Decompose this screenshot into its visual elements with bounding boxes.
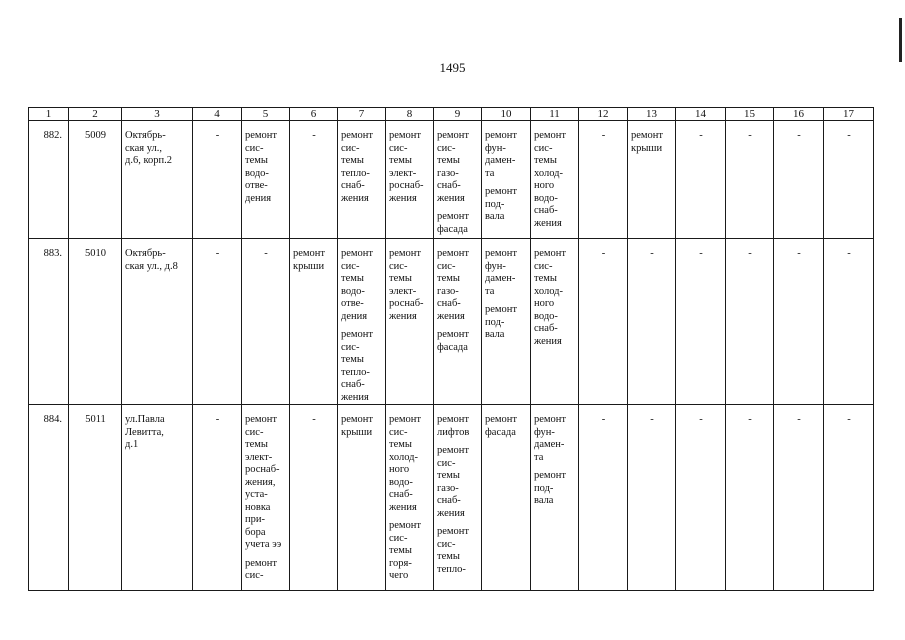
row-number-cell [29, 121, 69, 239]
work-item-line: снаб- [389, 489, 413, 500]
cell-text: 883. [43, 248, 62, 259]
cell-text: - [699, 130, 703, 141]
work-item-line: темы [437, 470, 460, 481]
work-item-line: дамен- [534, 439, 565, 450]
cell-text: - [748, 248, 752, 259]
table-row [29, 239, 874, 405]
work-item-line: жения [389, 192, 417, 204]
address-line: Левитта, [125, 426, 164, 438]
column-header: 9 [434, 108, 482, 121]
work-item-line: ремонт [485, 248, 518, 259]
column-header: 14 [676, 108, 726, 121]
work-item-line: крыши [341, 426, 373, 438]
work-cell [531, 405, 579, 591]
work-item-line: ного [389, 464, 410, 475]
code-cell [69, 405, 122, 591]
cell-text: - [847, 130, 851, 141]
work-item-line: ремонт [389, 520, 422, 531]
work-item-line: новка [245, 501, 271, 513]
cell-text: - [847, 248, 851, 259]
work-item-line: водо- [341, 285, 365, 297]
empty-cell [290, 405, 338, 591]
empty-cell [242, 239, 290, 405]
empty-cell [774, 239, 824, 405]
work-item-line: темы [341, 354, 364, 365]
empty-cell [628, 239, 676, 405]
address-line: д.6, корп.2 [125, 155, 173, 166]
work-item-line: ремонт [534, 248, 567, 259]
cell-text: - [699, 414, 703, 425]
cell-text: 5011 [85, 414, 106, 425]
work-item-line: газо- [437, 285, 459, 297]
cell-text: - [601, 414, 606, 425]
column-header: 12 [579, 108, 628, 121]
work-item-line: тепло- [341, 167, 370, 179]
cell-text: - [847, 414, 851, 425]
address-cell [122, 239, 193, 405]
work-item-line: снаб- [534, 323, 558, 334]
work-item-line: дамен- [485, 273, 516, 284]
work-item-line: жения [389, 501, 417, 513]
table-row [29, 121, 874, 239]
work-item-line: холод- [534, 285, 563, 297]
work-item-line: снаб- [341, 180, 365, 191]
work-item-line: дения [341, 310, 368, 322]
cell-text: - [312, 130, 316, 141]
work-item-line: ремонт [245, 414, 278, 425]
work-item-line: ремонт [485, 186, 518, 197]
column-header: 5 [242, 108, 290, 121]
address-cell [122, 405, 193, 591]
work-item-line: жения [341, 192, 369, 204]
work-item-line: газо- [437, 482, 459, 494]
work-item-line: ремонт [245, 557, 278, 569]
empty-cell [676, 121, 726, 239]
cell-text: - [312, 414, 316, 425]
work-item-line: темы [437, 155, 460, 166]
empty-cell [774, 405, 824, 591]
work-cell [386, 239, 434, 405]
empty-cell [676, 405, 726, 591]
column-header: 10 [482, 108, 531, 121]
work-item-line: жения [534, 335, 562, 347]
column-header: 11 [531, 108, 579, 121]
empty-cell [824, 121, 874, 239]
work-item-line: та [485, 167, 495, 179]
work-item-line: темы [534, 155, 557, 166]
work-item-line: фасада [485, 426, 516, 438]
empty-cell [726, 121, 774, 239]
work-item-line: под- [485, 316, 505, 328]
work-item-line: ремонт [534, 414, 567, 425]
empty-cell [193, 239, 242, 405]
cell-text: - [748, 130, 752, 141]
work-item-line: темы [389, 273, 412, 284]
work-item-line: роснаб- [389, 180, 424, 191]
work-item-line: ремонт [437, 526, 470, 537]
work-item-line: жения, [245, 476, 276, 488]
work-item-line: фасада [437, 341, 468, 353]
work-item-line: сис- [389, 142, 408, 154]
work-item-line: та [534, 451, 544, 463]
work-item-line: водо- [389, 476, 413, 488]
work-cell [531, 121, 579, 239]
work-item-line: та [485, 285, 495, 297]
work-cell [338, 121, 386, 239]
cell-text: 5009 [85, 130, 106, 141]
cell-text: - [264, 248, 268, 259]
work-item-line: снаб- [437, 298, 461, 309]
repair-schedule-table [28, 107, 874, 591]
work-item-line: ремонт [437, 445, 470, 456]
work-cell [628, 121, 676, 239]
work-item-line: ного [534, 298, 555, 309]
row-number-cell [29, 239, 69, 405]
work-item-line: дамен- [485, 155, 516, 166]
work-item-line: ремонт [341, 414, 374, 425]
work-item-line: ремонт [534, 130, 567, 141]
work-cell [434, 405, 482, 591]
cell-text: - [797, 130, 801, 141]
work-item-line: сис- [245, 142, 264, 154]
empty-cell [824, 405, 874, 591]
work-item-line: сис- [341, 260, 360, 272]
work-item-line: снаб- [341, 379, 365, 390]
code-cell [69, 239, 122, 405]
work-item-line: отве- [245, 180, 268, 191]
work-item-line: темы [245, 155, 268, 166]
work-item-line: фун- [485, 142, 506, 154]
address-line: ская ул., [125, 142, 162, 154]
cell-text: - [650, 414, 654, 425]
cell-text: - [797, 248, 801, 259]
column-header: 13 [628, 108, 676, 121]
work-item-line: водо- [245, 167, 269, 179]
work-item-line: водо- [534, 192, 558, 204]
address-line: д.1 [125, 439, 139, 450]
work-cell [482, 239, 531, 405]
work-item-line: сис- [245, 426, 264, 438]
empty-cell [824, 239, 874, 405]
column-header: 4 [193, 108, 242, 121]
work-item-line: темы [534, 273, 557, 284]
code-cell [69, 121, 122, 239]
work-item-line: отве- [341, 298, 364, 309]
empty-cell [726, 405, 774, 591]
work-item-line: вала [534, 495, 554, 506]
work-item-line: вала [485, 211, 505, 222]
work-item-line: ремонт [245, 130, 278, 141]
cell-text: - [215, 248, 220, 259]
work-item-line: сис- [437, 142, 456, 154]
work-item-line: жения [437, 192, 465, 204]
work-item-line: темы [245, 439, 268, 450]
table-row [29, 405, 874, 591]
work-item-line: под- [485, 198, 505, 210]
work-item-line: ремонт [485, 304, 518, 315]
work-cell [386, 121, 434, 239]
work-item-line: сис- [389, 260, 408, 272]
work-cell [482, 405, 531, 591]
address-line: Октябрь- [125, 248, 166, 259]
work-item-line: ремонт [389, 130, 422, 141]
empty-cell [676, 239, 726, 405]
work-item-line: снаб- [437, 495, 461, 506]
empty-cell [628, 405, 676, 591]
address-line: ская ул., д.8 [125, 260, 178, 272]
column-header: 8 [386, 108, 434, 121]
work-item-line: ремонт [485, 414, 518, 425]
work-item-line: под- [534, 482, 554, 494]
column-header: 17 [824, 108, 874, 121]
work-item-line: жения [437, 310, 465, 322]
work-item-line: фун- [485, 260, 506, 272]
empty-cell [193, 121, 242, 239]
work-item-line: элект- [245, 451, 273, 463]
work-item-line: элект- [389, 285, 417, 297]
work-item-line: роснаб- [245, 464, 280, 475]
work-item-line: ремонт [437, 211, 470, 222]
work-item-line: ремонт [341, 248, 374, 259]
work-cell [434, 121, 482, 239]
empty-cell [774, 121, 824, 239]
work-cell [531, 239, 579, 405]
work-item-line: ремонт [293, 248, 326, 259]
work-item-line: темы [341, 273, 364, 284]
cell-text: - [601, 248, 606, 259]
work-item-line: ного [534, 180, 555, 191]
work-item-line: крыши [631, 142, 663, 154]
work-cell [338, 239, 386, 405]
scan-edge-mark [899, 18, 902, 62]
work-cell [242, 121, 290, 239]
work-item-line: снаб- [437, 180, 461, 191]
work-item-line: жения [534, 217, 562, 229]
work-item-line: фун- [534, 426, 555, 438]
cell-text: - [650, 248, 654, 259]
empty-cell [290, 121, 338, 239]
work-item-line: ремонт [485, 130, 518, 141]
work-cell [338, 405, 386, 591]
work-cell [434, 239, 482, 405]
work-item-line: холод- [534, 167, 563, 179]
work-item-line: при- [245, 514, 265, 525]
work-item-line: сис- [341, 341, 360, 353]
column-header: 16 [774, 108, 824, 121]
work-item-line: сис- [437, 538, 456, 550]
work-item-line: чего [389, 570, 409, 581]
work-item-line: дения [245, 192, 272, 204]
work-cell [242, 405, 290, 591]
work-item-line: сис- [389, 426, 408, 438]
cell-text: - [748, 414, 752, 425]
work-item-line: ремонт [437, 130, 470, 141]
address-line: Октябрь- [125, 130, 166, 141]
work-item-line: снаб- [534, 205, 558, 216]
work-item-line: темы [389, 439, 412, 450]
work-item-line: сис- [534, 260, 553, 272]
work-item-line: ремонт [437, 248, 470, 259]
work-item-line: ремонт [534, 470, 567, 481]
work-item-line: сис- [437, 457, 456, 469]
work-item-line: тепло- [341, 366, 370, 378]
cell-text: - [215, 414, 220, 425]
work-item-line: сис- [534, 142, 553, 154]
address-line: ул.Павла [125, 414, 165, 425]
work-item-line: темы [389, 155, 412, 166]
work-item-line: ремонт [631, 130, 664, 141]
work-item-line: ремонт [341, 329, 374, 340]
cell-text: - [699, 248, 703, 259]
work-item-line: горя- [389, 557, 412, 569]
empty-cell [579, 121, 628, 239]
column-header: 3 [122, 108, 193, 121]
work-item-line: сис- [245, 570, 264, 581]
column-header: 15 [726, 108, 774, 121]
address-cell [122, 121, 193, 239]
work-item-line: темы [389, 545, 412, 556]
empty-cell [726, 239, 774, 405]
empty-cell [579, 239, 628, 405]
work-item-line: учета ээ [245, 539, 282, 550]
work-item-line: фасада [437, 223, 468, 235]
work-item-line: холод- [389, 451, 418, 463]
cell-text: - [797, 414, 801, 425]
work-item-line: темы [437, 273, 460, 284]
column-header: 1 [29, 108, 69, 121]
work-item-line: сис- [437, 260, 456, 272]
work-item-line: водо- [534, 310, 558, 322]
empty-cell [579, 405, 628, 591]
work-item-line: ремонт [437, 414, 470, 425]
work-cell [290, 239, 338, 405]
empty-cell [193, 405, 242, 591]
work-item-line: темы [341, 155, 364, 166]
cell-text: - [601, 130, 606, 141]
row-number-cell [29, 405, 69, 591]
work-item-line: вала [485, 329, 505, 340]
work-cell [386, 405, 434, 591]
work-item-line: лифтов [437, 426, 470, 438]
cell-text: 882. [43, 130, 62, 141]
cell-text: 5010 [85, 248, 106, 259]
column-header: 6 [290, 108, 338, 121]
column-header: 7 [338, 108, 386, 121]
cell-text: 884. [43, 414, 62, 425]
work-item-line: жения [341, 391, 369, 403]
work-item-line: крыши [293, 260, 325, 272]
column-header: 2 [69, 108, 122, 121]
work-item-line: жения [389, 310, 417, 322]
work-cell [482, 121, 531, 239]
work-item-line: жения [437, 507, 465, 519]
work-item-line: уста- [245, 489, 268, 500]
work-item-line: тепло- [437, 563, 466, 575]
header-row [29, 108, 874, 121]
page-number: 1495 [439, 60, 466, 75]
work-item-line: газо- [437, 167, 459, 179]
work-item-line: элект- [389, 167, 417, 179]
cell-text: - [215, 130, 220, 141]
work-item-line: сис- [341, 142, 360, 154]
work-item-line: ремонт [389, 248, 422, 259]
work-item-line: роснаб- [389, 298, 424, 309]
work-item-line: бора [245, 526, 266, 538]
work-item-line: ремонт [341, 130, 374, 141]
work-item-line: темы [437, 551, 460, 562]
work-item-line: сис- [389, 532, 408, 544]
work-item-line: ремонт [389, 414, 422, 425]
work-item-line: ремонт [437, 329, 470, 340]
